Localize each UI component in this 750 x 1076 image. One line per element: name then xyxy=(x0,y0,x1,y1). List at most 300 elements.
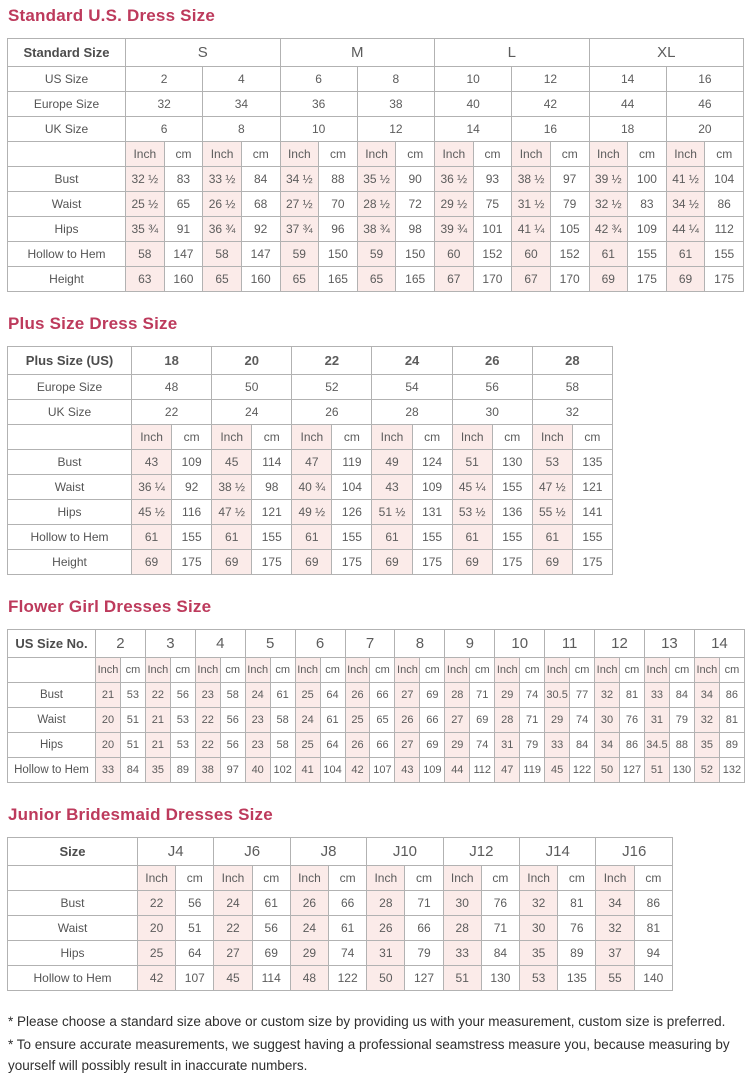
cm-value: 119 xyxy=(520,758,545,783)
measurement-row xyxy=(8,941,673,966)
inch-value: 21 xyxy=(145,733,170,758)
size-value: 28 xyxy=(372,400,452,425)
inch-value: 27 xyxy=(445,708,470,733)
inch-value: 40 ¾ xyxy=(292,475,332,500)
inch-value: 59 xyxy=(280,242,319,267)
inch-value: 33 ½ xyxy=(203,167,242,192)
inch-value: 69 xyxy=(532,550,572,575)
cm-value: 86 xyxy=(705,192,744,217)
unit-cm-label: cm xyxy=(634,866,672,891)
inch-value: 31 xyxy=(495,733,520,758)
unit-inch-label: Inch xyxy=(694,658,719,683)
row-label: Hips xyxy=(8,941,138,966)
cm-value: 76 xyxy=(558,916,596,941)
inch-value: 25 xyxy=(138,941,176,966)
cm-value: 175 xyxy=(492,550,532,575)
unit-inch-label: Inch xyxy=(395,658,420,683)
unit-inch-label: Inch xyxy=(357,142,396,167)
cm-value: 155 xyxy=(172,525,212,550)
size-group-header: 12 xyxy=(595,630,645,658)
inch-value: 32 xyxy=(596,916,634,941)
unit-cm-label: cm xyxy=(329,866,367,891)
plus-size-table xyxy=(7,346,613,575)
unit-cm-label: cm xyxy=(719,658,744,683)
unit-inch-label: Inch xyxy=(367,866,405,891)
measurement-row xyxy=(8,450,613,475)
cm-value: 53 xyxy=(170,708,195,733)
cm-value: 147 xyxy=(241,242,280,267)
cm-value: 69 xyxy=(252,941,290,966)
size-group-header: J4 xyxy=(138,838,214,866)
inch-value: 42 ¾ xyxy=(589,217,628,242)
size-value: 40 xyxy=(435,92,512,117)
inch-value: 40 xyxy=(245,758,270,783)
inch-value: 42 xyxy=(138,966,176,991)
row-label: Hollow to Hem xyxy=(8,758,96,783)
row-label: Hips xyxy=(8,733,96,758)
measurement-row xyxy=(8,916,673,941)
unit-cm-label: cm xyxy=(572,425,612,450)
row-label: Waist xyxy=(8,192,126,217)
inch-value: 22 xyxy=(195,733,220,758)
cm-value: 84 xyxy=(120,758,145,783)
inch-value: 51 ½ xyxy=(372,500,412,525)
cm-value: 79 xyxy=(550,192,589,217)
inch-value: 61 xyxy=(532,525,572,550)
unit-inch-label: Inch xyxy=(666,142,705,167)
size-value: 26 xyxy=(292,400,372,425)
inch-value: 34 ½ xyxy=(666,192,705,217)
size-group-header: 9 xyxy=(445,630,495,658)
measurement-row xyxy=(8,966,673,991)
inch-value: 27 xyxy=(214,941,252,966)
inch-value: 43 xyxy=(395,758,420,783)
size-value: 32 xyxy=(126,92,203,117)
size-value: 32 xyxy=(532,400,612,425)
cm-value: 71 xyxy=(481,916,519,941)
cm-value: 74 xyxy=(570,708,595,733)
cm-value: 79 xyxy=(669,708,694,733)
cm-value: 124 xyxy=(412,450,452,475)
units-row xyxy=(8,658,745,683)
size-row xyxy=(8,67,744,92)
unit-inch-label: Inch xyxy=(132,425,172,450)
inch-value: 24 xyxy=(245,683,270,708)
size-group-header: 20 xyxy=(212,347,292,375)
size-group-header: J16 xyxy=(596,838,673,866)
row-label: Bust xyxy=(8,167,126,192)
unit-cm-label: cm xyxy=(172,425,212,450)
cm-value: 112 xyxy=(470,758,495,783)
footer-notes xyxy=(8,1011,743,1076)
unit-inch-label: Inch xyxy=(435,142,474,167)
junior-bridesmaid-table xyxy=(7,837,673,991)
cm-value: 89 xyxy=(170,758,195,783)
size-value: 30 xyxy=(452,400,532,425)
cm-value: 84 xyxy=(241,167,280,192)
size-group-header: 6 xyxy=(295,630,345,658)
cm-value: 175 xyxy=(412,550,452,575)
cm-value: 122 xyxy=(570,758,595,783)
unit-cm-label: cm xyxy=(412,425,452,450)
cm-value: 109 xyxy=(412,475,452,500)
cm-value: 121 xyxy=(572,475,612,500)
inch-value: 30 xyxy=(595,708,620,733)
unit-cm-label: cm xyxy=(481,866,519,891)
cm-value: 65 xyxy=(164,192,203,217)
size-value: 48 xyxy=(132,375,212,400)
cm-value: 88 xyxy=(669,733,694,758)
size-value: 6 xyxy=(280,67,357,92)
unit-inch-label: Inch xyxy=(292,425,332,450)
inch-value: 23 xyxy=(195,683,220,708)
cm-value: 61 xyxy=(252,891,290,916)
cm-value: 66 xyxy=(405,916,443,941)
unit-cm-label: cm xyxy=(396,142,435,167)
section-flower-girl xyxy=(7,597,743,783)
unit-inch-label: Inch xyxy=(443,866,481,891)
size-group-header: L xyxy=(435,39,590,67)
inch-value: 28 xyxy=(445,683,470,708)
unit-inch-label: Inch xyxy=(214,866,252,891)
size-value: 8 xyxy=(357,67,434,92)
inch-value: 27 xyxy=(395,683,420,708)
section-plus-size xyxy=(7,314,743,575)
inch-value: 47 xyxy=(292,450,332,475)
inch-value: 69 xyxy=(212,550,252,575)
inch-value: 44 xyxy=(445,758,470,783)
inch-value: 37 xyxy=(596,941,634,966)
size-row xyxy=(8,92,744,117)
cm-value: 64 xyxy=(320,733,345,758)
cm-value: 51 xyxy=(120,733,145,758)
inch-value: 45 xyxy=(214,966,252,991)
cm-value: 130 xyxy=(481,966,519,991)
size-group-header: M xyxy=(280,39,435,67)
row-label: Bust xyxy=(8,450,132,475)
row-label: Europe Size xyxy=(8,92,126,117)
size-group-header: S xyxy=(126,39,281,67)
inch-value: 33 xyxy=(644,683,669,708)
inch-value: 61 xyxy=(452,525,492,550)
measurement-row xyxy=(8,550,613,575)
cm-value: 155 xyxy=(492,525,532,550)
unit-inch-label: Inch xyxy=(644,658,669,683)
cm-value: 58 xyxy=(220,683,245,708)
inch-value: 52 xyxy=(694,758,719,783)
unit-inch-label: Inch xyxy=(212,425,252,450)
cm-value: 83 xyxy=(164,167,203,192)
cm-value: 96 xyxy=(319,217,358,242)
inch-value: 61 xyxy=(589,242,628,267)
cm-value: 77 xyxy=(570,683,595,708)
cm-value: 175 xyxy=(252,550,292,575)
inch-value: 58 xyxy=(126,242,165,267)
cm-value: 75 xyxy=(473,192,512,217)
cm-value: 127 xyxy=(620,758,645,783)
cm-value: 74 xyxy=(520,683,545,708)
size-value: 44 xyxy=(589,92,666,117)
measurement-row xyxy=(8,758,745,783)
inch-value: 48 xyxy=(290,966,328,991)
inch-value: 53 xyxy=(532,450,572,475)
unit-inch-label: Inch xyxy=(520,866,558,891)
row-label: Hips xyxy=(8,217,126,242)
unit-inch-label: Inch xyxy=(589,142,628,167)
cm-value: 86 xyxy=(719,683,744,708)
inch-value: 29 xyxy=(495,683,520,708)
cm-value: 140 xyxy=(634,966,672,991)
cm-value: 141 xyxy=(572,500,612,525)
cm-value: 150 xyxy=(396,242,435,267)
cm-value: 135 xyxy=(558,966,596,991)
inch-value: 41 ¼ xyxy=(512,217,551,242)
section-junior-bridesmaid xyxy=(7,805,743,991)
unit-cm-label: cm xyxy=(220,658,245,683)
row-label: Hollow to Hem xyxy=(8,525,132,550)
inch-value: 31 ½ xyxy=(512,192,551,217)
row-label: Height xyxy=(8,267,126,292)
cm-value: 136 xyxy=(492,500,532,525)
measurement-row xyxy=(8,267,744,292)
row-label: Hips xyxy=(8,500,132,525)
unit-inch-label: Inch xyxy=(545,658,570,683)
measurement-row xyxy=(8,242,744,267)
unit-inch-label: Inch xyxy=(195,658,220,683)
inch-value: 50 xyxy=(367,966,405,991)
cm-value: 155 xyxy=(705,242,744,267)
inch-value: 53 xyxy=(520,966,558,991)
units-row-spacer xyxy=(8,425,132,450)
inch-value: 69 xyxy=(589,267,628,292)
unit-inch-label: Inch xyxy=(295,658,320,683)
size-group-header: J12 xyxy=(443,838,519,866)
inch-value: 28 xyxy=(495,708,520,733)
unit-cm-label: cm xyxy=(320,658,345,683)
unit-inch-label: Inch xyxy=(145,658,170,683)
cm-value: 127 xyxy=(405,966,443,991)
size-value: 16 xyxy=(666,67,743,92)
units-row-spacer xyxy=(8,866,138,891)
cm-value: 170 xyxy=(473,267,512,292)
inch-value: 24 xyxy=(214,891,252,916)
row-label: Height xyxy=(8,550,132,575)
size-row xyxy=(8,400,613,425)
cm-value: 56 xyxy=(220,708,245,733)
inch-value: 34 ½ xyxy=(280,167,319,192)
units-row xyxy=(8,425,613,450)
inch-value: 51 xyxy=(644,758,669,783)
inch-value: 45 xyxy=(212,450,252,475)
size-group-header: 10 xyxy=(495,630,545,658)
unit-inch-label: Inch xyxy=(345,658,370,683)
inch-value: 38 ½ xyxy=(212,475,252,500)
measurement-row xyxy=(8,500,613,525)
cm-value: 93 xyxy=(473,167,512,192)
size-value: 8 xyxy=(203,117,280,142)
row-label: Bust xyxy=(8,891,138,916)
unit-cm-label: cm xyxy=(705,142,744,167)
size-value: 4 xyxy=(203,67,280,92)
unit-cm-label: cm xyxy=(252,866,290,891)
inch-value: 27 xyxy=(395,733,420,758)
inch-value: 69 xyxy=(372,550,412,575)
cm-value: 175 xyxy=(332,550,372,575)
inch-value: 65 xyxy=(203,267,242,292)
unit-cm-label: cm xyxy=(550,142,589,167)
cm-value: 79 xyxy=(520,733,545,758)
unit-inch-label: Inch xyxy=(595,658,620,683)
cm-value: 122 xyxy=(329,966,367,991)
size-group-header: J6 xyxy=(214,838,290,866)
cm-value: 132 xyxy=(719,758,744,783)
size-value: 58 xyxy=(532,375,612,400)
table-corner-label: US Size No. xyxy=(8,630,96,658)
table-corner-label: Plus Size (US) xyxy=(8,347,132,375)
inch-value: 60 xyxy=(512,242,551,267)
size-group-header: J14 xyxy=(520,838,596,866)
size-group-header: 5 xyxy=(245,630,295,658)
size-group-header: XL xyxy=(589,39,744,67)
inch-value: 32 xyxy=(520,891,558,916)
cm-value: 86 xyxy=(620,733,645,758)
size-value: 18 xyxy=(589,117,666,142)
size-value: 34 xyxy=(203,92,280,117)
cm-value: 100 xyxy=(628,167,667,192)
unit-inch-label: Inch xyxy=(495,658,520,683)
inch-value: 67 xyxy=(435,267,474,292)
cm-value: 92 xyxy=(241,217,280,242)
cm-value: 81 xyxy=(719,708,744,733)
inch-value: 28 xyxy=(443,916,481,941)
unit-cm-label: cm xyxy=(332,425,372,450)
inch-value: 35 xyxy=(694,733,719,758)
cm-value: 84 xyxy=(481,941,519,966)
unit-inch-label: Inch xyxy=(280,142,319,167)
cm-value: 155 xyxy=(492,475,532,500)
cm-value: 58 xyxy=(270,708,295,733)
cm-value: 51 xyxy=(120,708,145,733)
cm-value: 74 xyxy=(470,733,495,758)
flower-girl-table xyxy=(7,629,745,783)
section-title-flower-girl: Flower Girl Dresses Size xyxy=(8,597,212,616)
size-group-header: 24 xyxy=(372,347,452,375)
row-label: Hollow to Hem xyxy=(8,242,126,267)
inch-value: 35 ¾ xyxy=(126,217,165,242)
unit-cm-label: cm xyxy=(669,658,694,683)
row-label: Hollow to Hem xyxy=(8,966,138,991)
measurement-row xyxy=(8,167,744,192)
cm-value: 90 xyxy=(396,167,435,192)
inch-value: 50 xyxy=(595,758,620,783)
size-value: 12 xyxy=(512,67,589,92)
cm-value: 107 xyxy=(370,758,395,783)
inch-value: 29 xyxy=(445,733,470,758)
unit-cm-label: cm xyxy=(473,142,512,167)
cm-value: 102 xyxy=(270,758,295,783)
size-row xyxy=(8,375,613,400)
inch-value: 30.5 xyxy=(545,683,570,708)
cm-value: 69 xyxy=(420,683,445,708)
cm-value: 109 xyxy=(172,450,212,475)
cm-value: 53 xyxy=(120,683,145,708)
inch-value: 38 ½ xyxy=(512,167,551,192)
inch-value: 29 ½ xyxy=(435,192,474,217)
unit-inch-label: Inch xyxy=(138,866,176,891)
cm-value: 76 xyxy=(481,891,519,916)
size-value: 54 xyxy=(372,375,452,400)
inch-value: 34.5 xyxy=(644,733,669,758)
inch-value: 25 xyxy=(295,683,320,708)
inch-value: 61 xyxy=(292,525,332,550)
size-group-header: 4 xyxy=(195,630,245,658)
unit-inch-label: Inch xyxy=(245,658,270,683)
cm-value: 112 xyxy=(705,217,744,242)
inch-value: 36 ¼ xyxy=(132,475,172,500)
inch-value: 30 xyxy=(443,891,481,916)
inch-value: 35 xyxy=(145,758,170,783)
inch-value: 33 xyxy=(545,733,570,758)
cm-value: 109 xyxy=(628,217,667,242)
size-value: 50 xyxy=(212,375,292,400)
units-row xyxy=(8,142,744,167)
inch-value: 38 xyxy=(195,758,220,783)
section-title-plus: Plus Size Dress Size xyxy=(8,314,178,333)
unit-inch-label: Inch xyxy=(372,425,412,450)
standard-size-table xyxy=(7,38,744,292)
inch-value: 34 xyxy=(595,733,620,758)
cm-value: 109 xyxy=(420,758,445,783)
cm-value: 69 xyxy=(420,733,445,758)
cm-value: 130 xyxy=(669,758,694,783)
cm-value: 79 xyxy=(405,941,443,966)
inch-value: 33 xyxy=(96,758,121,783)
measurement-row xyxy=(8,891,673,916)
size-value: 12 xyxy=(357,117,434,142)
cm-value: 70 xyxy=(319,192,358,217)
row-label: Bust xyxy=(8,683,96,708)
unit-cm-label: cm xyxy=(270,658,295,683)
inch-value: 28 ½ xyxy=(357,192,396,217)
measurement-row xyxy=(8,192,744,217)
unit-cm-label: cm xyxy=(120,658,145,683)
inch-value: 51 xyxy=(443,966,481,991)
unit-cm-label: cm xyxy=(319,142,358,167)
inch-value: 61 xyxy=(132,525,172,550)
cm-value: 61 xyxy=(320,708,345,733)
cm-value: 56 xyxy=(252,916,290,941)
inch-value: 28 xyxy=(367,891,405,916)
cm-value: 160 xyxy=(164,267,203,292)
inch-value: 20 xyxy=(138,916,176,941)
size-value: 10 xyxy=(435,67,512,92)
inch-value: 49 ½ xyxy=(292,500,332,525)
size-group-header: 3 xyxy=(145,630,195,658)
table-corner-label: Standard Size xyxy=(8,39,126,67)
measurement-row xyxy=(8,683,745,708)
inch-value: 60 xyxy=(435,242,474,267)
cm-value: 119 xyxy=(332,450,372,475)
inch-value: 26 xyxy=(395,708,420,733)
inch-value: 38 ¾ xyxy=(357,217,396,242)
cm-value: 101 xyxy=(473,217,512,242)
size-group-header: 11 xyxy=(545,630,595,658)
inch-value: 26 xyxy=(345,733,370,758)
unit-cm-label: cm xyxy=(252,425,292,450)
inch-value: 45 xyxy=(545,758,570,783)
cm-value: 114 xyxy=(252,966,290,991)
inch-value: 23 xyxy=(245,733,270,758)
